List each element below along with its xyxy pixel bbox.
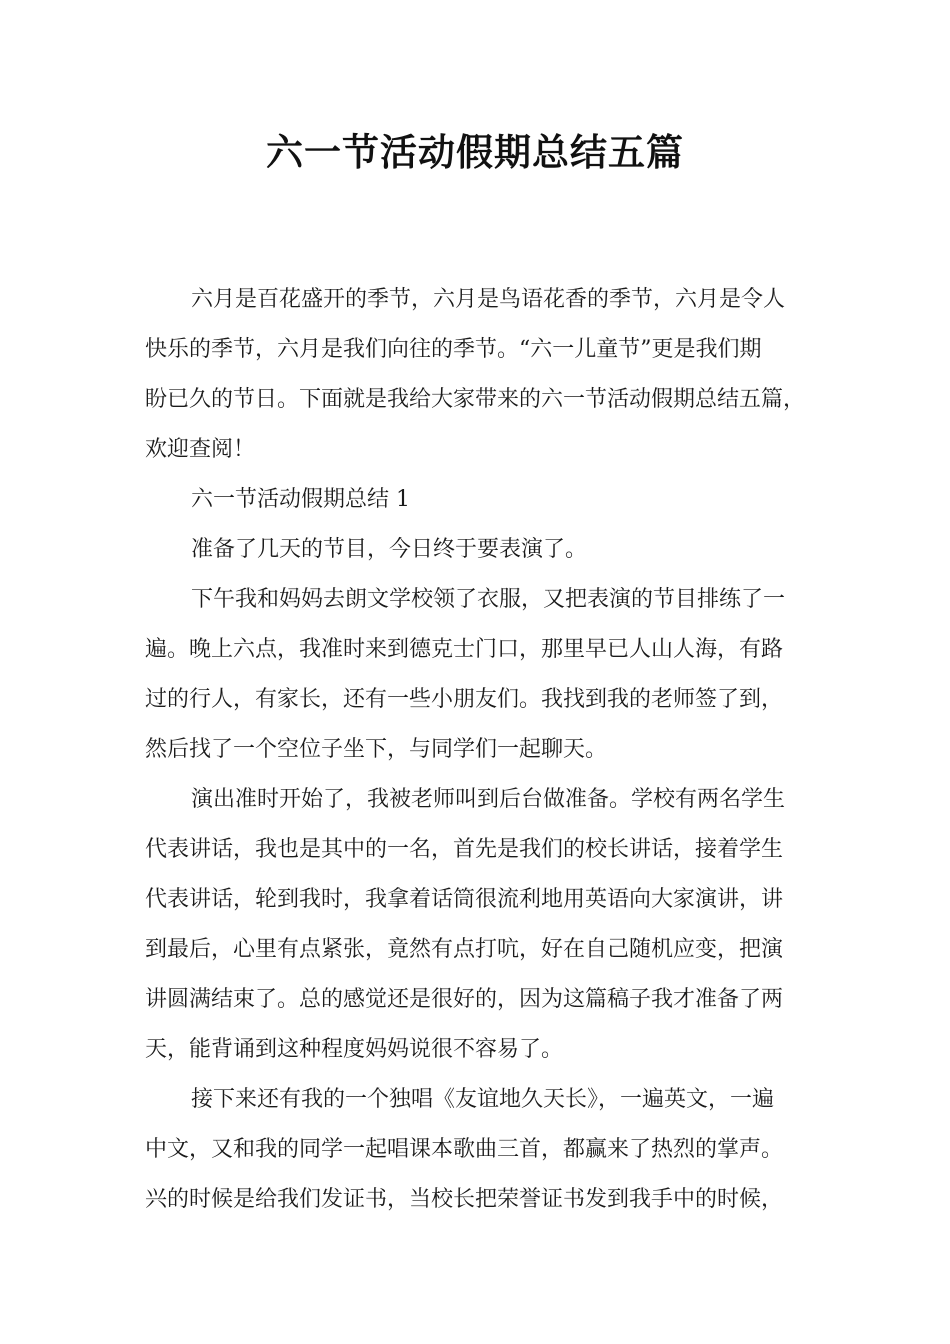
text-line: 中文，又和我的同学一起唱课本歌曲三首，都赢来了热烈的掌声。 [145,1137,784,1162]
text-line: 下午我和妈妈去朗文学校领了衣服，又把表演的节目排练了一 [191,587,786,612]
text-line: 准备了几天的节目，今日终于要表演了。 [191,537,588,562]
text-line: 盼已久的节日。下面就是我给大家带来的六一节活动假期总结五篇， [145,387,806,412]
text-line: 演出准时开始了，我被老师叫到后台做准备。学校有两名学生 [191,787,786,812]
text-line: 六月是百花盛开的季节，六月是鸟语花香的季节，六月是令人 [191,287,786,312]
section-heading: 六一节活动假期总结 1 [191,487,410,512]
text-line: 过的行人，有家长，还有一些小朋友们。我找到我的老师签了到， [145,687,784,712]
text-line: 然后找了一个空位子坐下，与同学们一起聊天。 [145,737,608,762]
text-line: 快乐的季节，六月是我们向往的季节。“六一儿童节”更是我们期 [145,337,762,362]
text-line: 遍。晚上六点，我准时来到德克士门口，那里早已人山人海，有路 [145,637,784,662]
text-line: 到最后，心里有点紧张，竟然有点打吭，好在自己随机应变，把演 [145,937,784,962]
text-line: 天，能背诵到这种程度妈妈说很不容易了。 [145,1037,564,1062]
text-line: 兴的时候是给我们发证书，当校长把荣誉证书发到我手中的时候， [145,1187,784,1212]
text-line: 代表讲话，我也是其中的一名，首先是我们的校长讲话，接着学生 [145,837,784,862]
text-line: 接下来还有我的一个独唱《友谊地久天长》，一遍英文，一遍 [191,1087,775,1112]
document-title: 六一节活动假期总结五篇 [266,131,684,174]
text-line: 代表讲话，轮到我时，我拿着话筒很流利地用英语向大家演讲，讲 [145,887,784,912]
text-line: 欢迎查阅！ [145,437,256,462]
text-line: 讲圆满结束了。总的感觉还是很好的，因为这篇稿子我才准备了两 [145,987,784,1012]
